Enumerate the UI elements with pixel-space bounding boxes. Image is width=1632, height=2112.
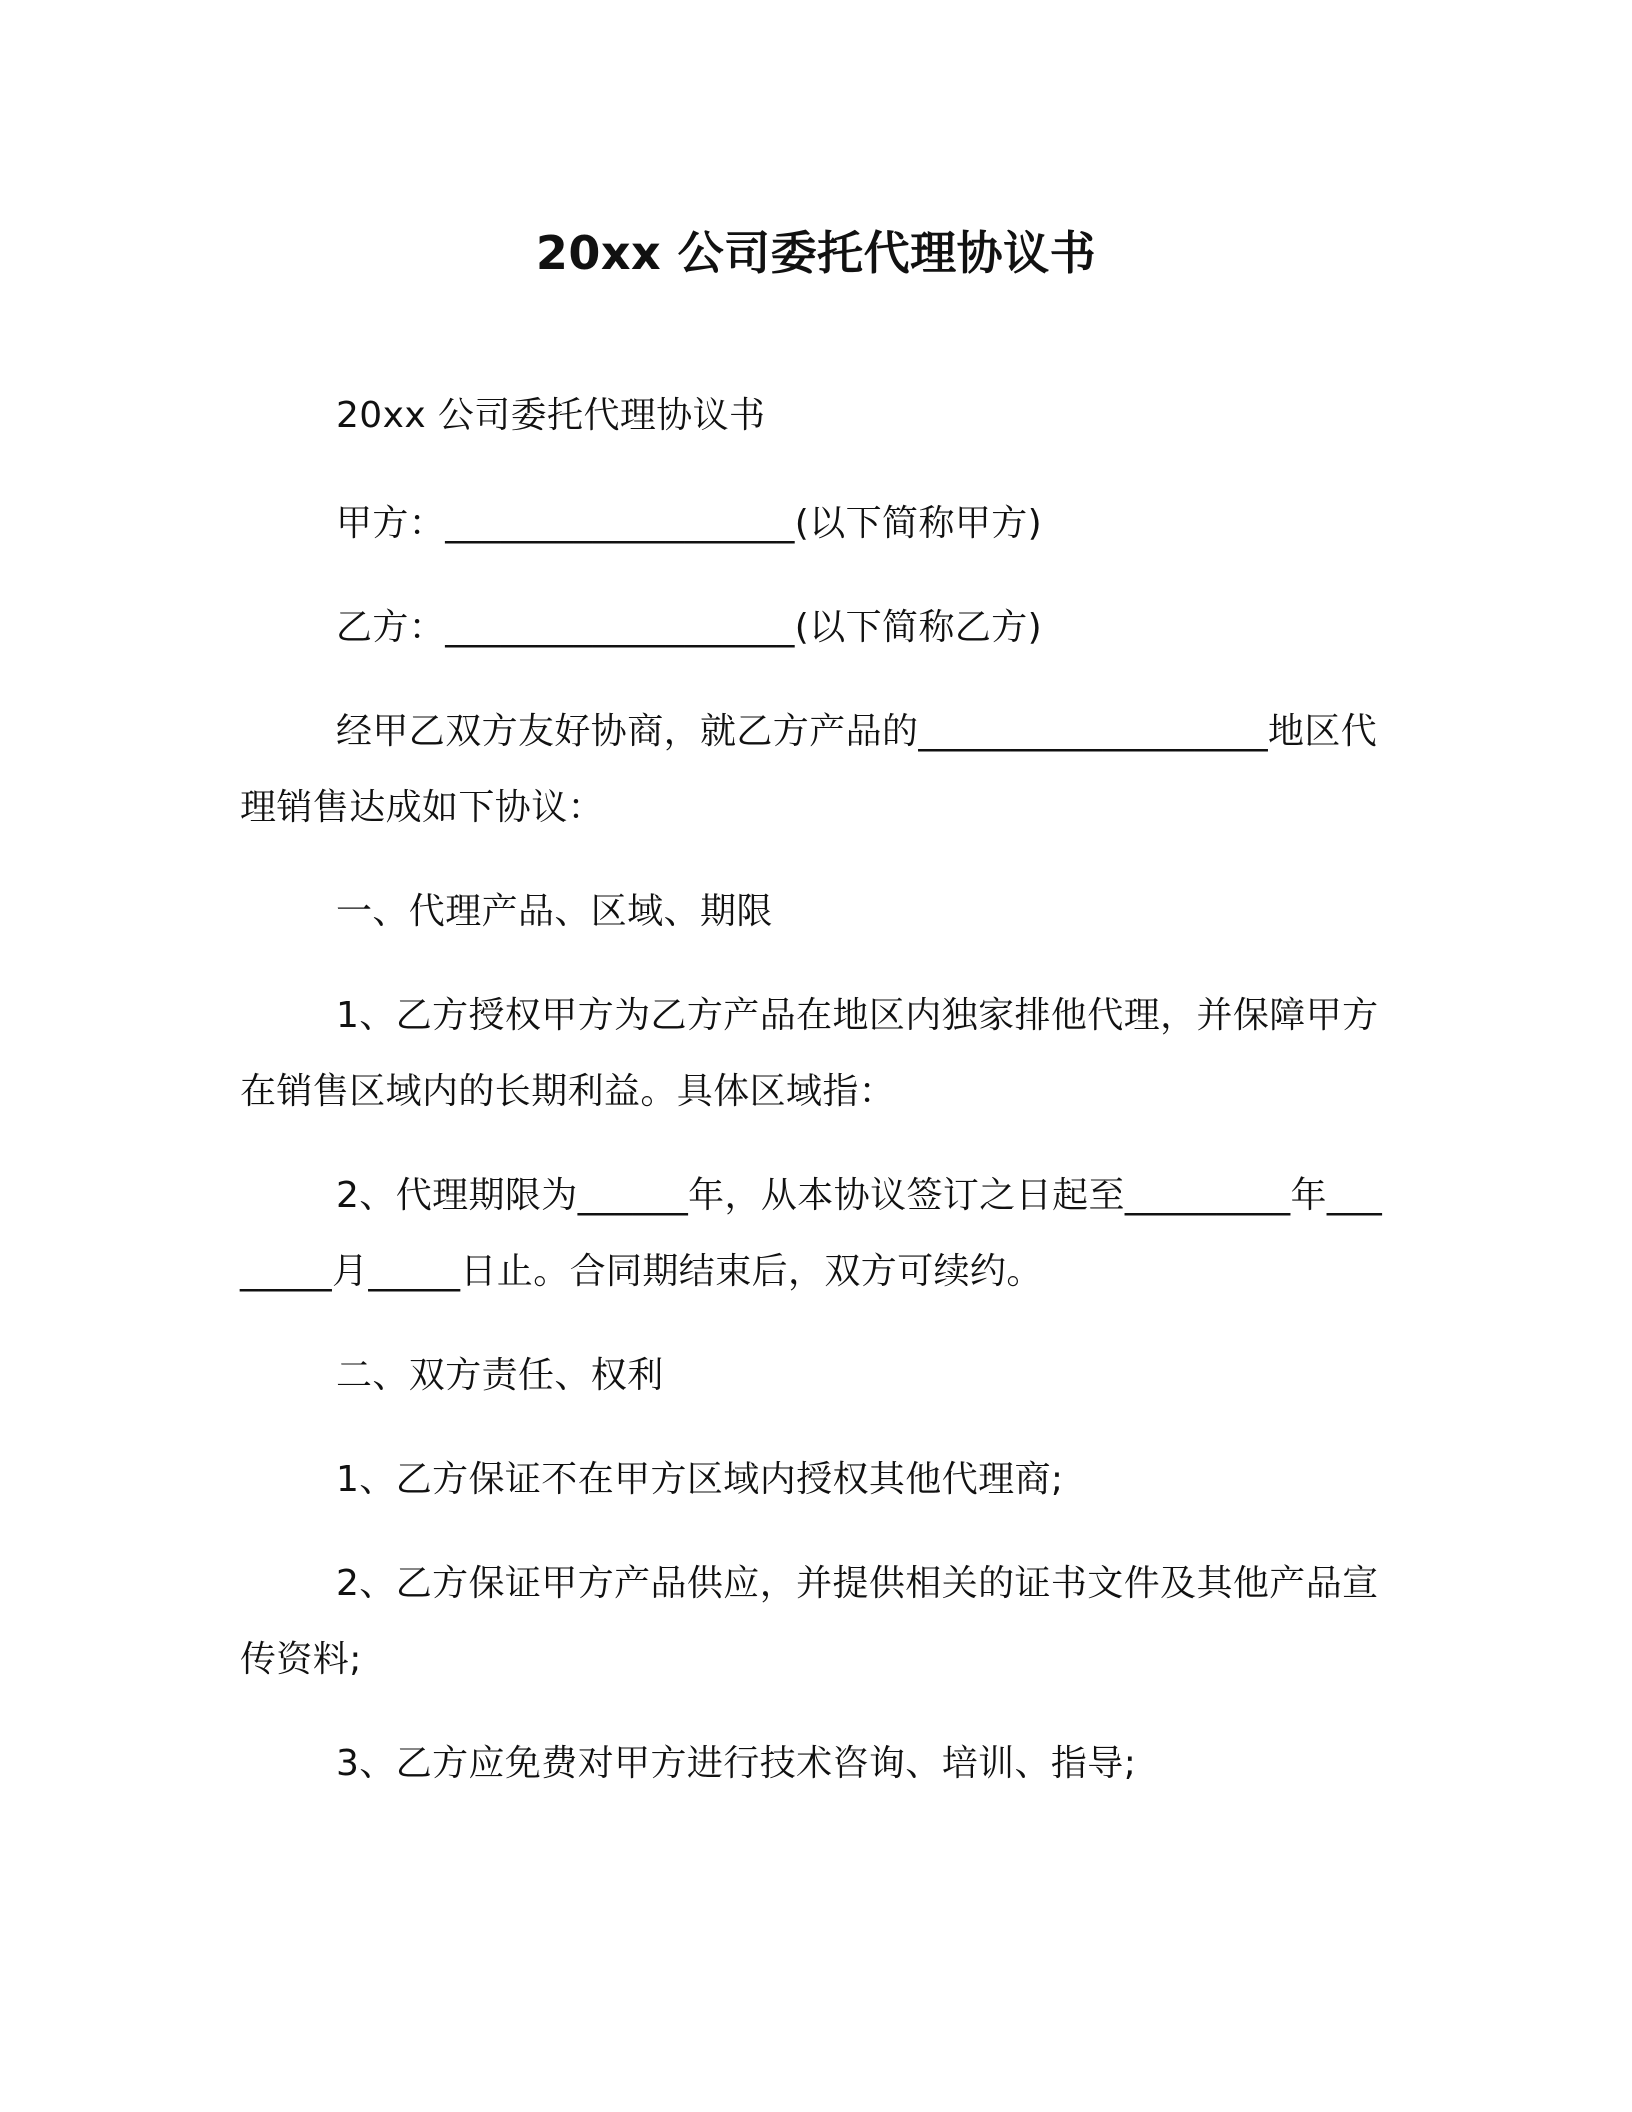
document-title: 20xx 公司委托代理协议书 — [535, 226, 1097, 280]
clause-2-2: 2、乙方保证甲方产品供应，并提供相关的证书文件及其他产品宣传资料; — [240, 1563, 1379, 1680]
clause-1-1: 1、乙方授权甲方为乙方产品在地区内独家排他代理，并保障甲方在销售区域内的长期利益。具体区域指： — [240, 995, 1379, 1112]
paragraph-party-b: 乙方：___________________(以下简称乙方) — [336, 607, 1043, 648]
section-heading-2: 二、双方责任、权利 — [336, 1355, 664, 1396]
clause-1-2: 2、代理期限为______年，从本协议签订之日起至_________年________月_____日止。合同期结束后，双方可续约。 — [240, 1175, 1383, 1292]
clause-2-3: 3、乙方应免费对甲方进行技术咨询、培训、指导; — [336, 1743, 1137, 1784]
clause-2-1: 1、乙方保证不在甲方区域内授权其他代理商; — [336, 1459, 1064, 1500]
paragraph-preamble: 经甲乙双方友好协商，就乙方产品的___________________地区代理销售达成如下协议： — [240, 711, 1378, 828]
section-heading-1: 一、代理产品、区域、期限 — [336, 891, 773, 932]
paragraph-party-a: 甲方：___________________(以下简称甲方) — [336, 503, 1043, 544]
paragraph-subtitle: 20xx 公司委托代理协议书 — [336, 395, 766, 436]
